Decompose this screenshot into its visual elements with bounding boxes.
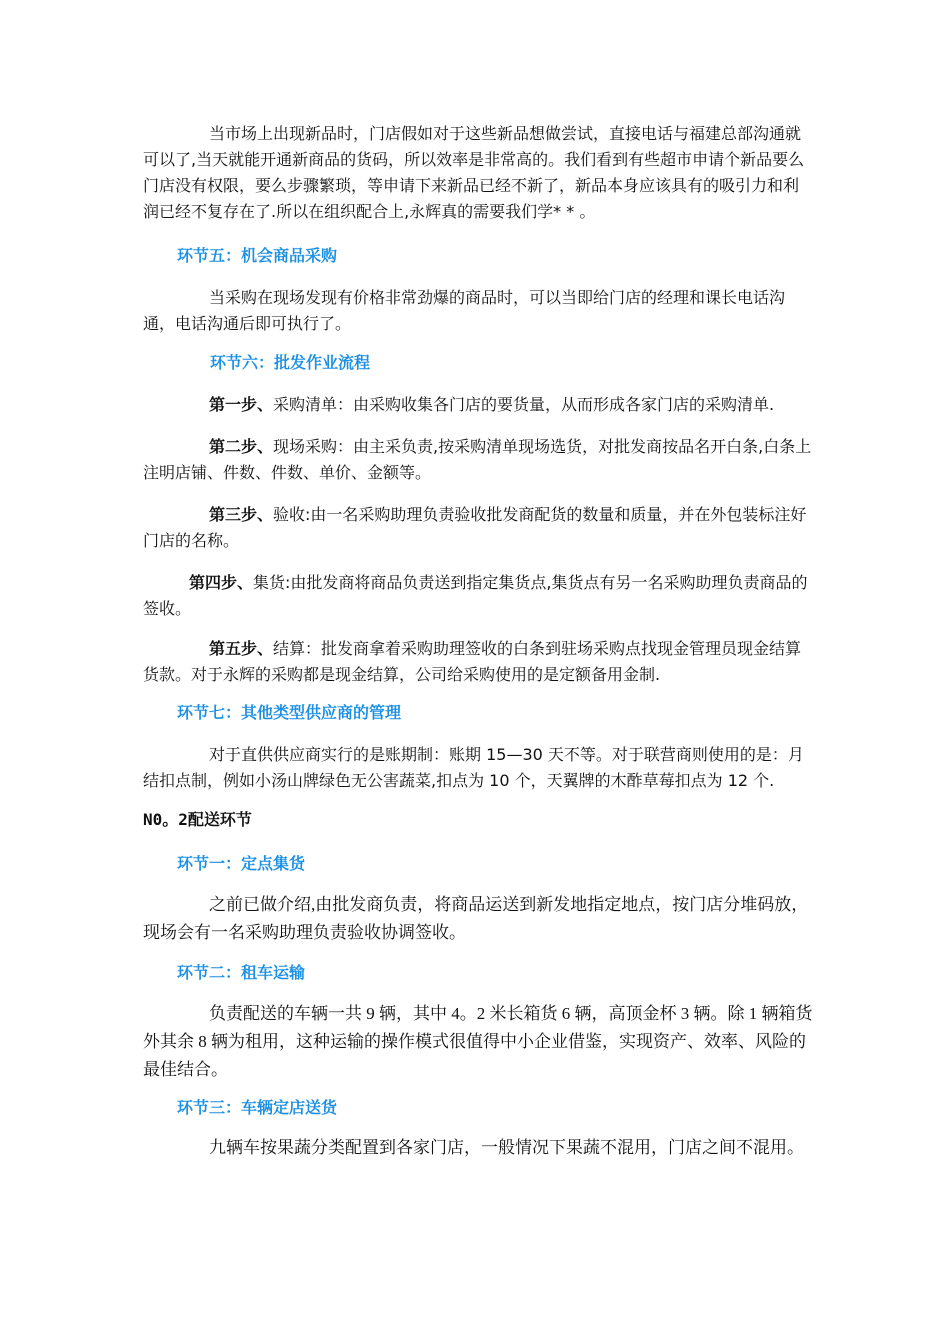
step-1-label: 第一步、 <box>209 395 274 414</box>
step-4-label: 第四步、 <box>189 573 254 592</box>
step-5-label: 第五步、 <box>209 639 274 658</box>
step-3-text: 验收:由一名采购助理负责验收批发商配货的数量和质量，并在外包装标注好门店的名称。 <box>143 505 807 550</box>
step-4-text: 集货:由批发商将商品负责送到指定集货点,集货点有另一名采购助理负责商品的签收。 <box>143 573 808 618</box>
heading-link-6: 环节六：批发作业流程 <box>210 353 371 372</box>
heading-delivery-link-1: 环节一：定点集货 <box>177 854 306 873</box>
paragraph-supplier-management: 对于直供供应商实行的是账期制：账期 15—30 天不等。对于联营商则使用的是：月结扣点制，例如小汤山牌绿色无公害蔬菜,扣点为 10 个，天翼牌的木酢草莓扣点为 12 个. <box>143 745 804 790</box>
step-2-text: 现场采购：由主采负责,按采购清单现场选货，对批发商按品名开白条,白条上注明店铺、件数、件数、单价、金额等。 <box>143 437 812 482</box>
paragraph-vehicle-store-delivery: 九辆车按果蔬分类配置到各家门店，一般情况下果蔬不混用，门店之间不混用。 <box>209 1138 804 1157</box>
paragraph-rental-transport: 负责配送的车辆一共 9 辆，其中 4。2 米长箱货 6 辆，高顶金杯 3 辆。除 1 辆箱货外其余 8 辆为租用，这种运输的操作模式很值得中小企业借鉴，实现资产、效率、风险的最佳结合。 <box>143 1004 813 1079</box>
paragraph-new-products: 当市场上出现新品时，门店假如对于这些新品想做尝试，直接电话与福建总部沟通就可以了,当天就能开通新商品的货码，所以效率是非常高的。我们看到有些超市申请个新品要么门店没有权限，要么步骤繁琐，等申请下来新品已经不新了，新品本身应该具有的吸引力和利润已经不复存在了.所以在组织配合上,永辉真的需要我们学* * 。 <box>143 124 805 221</box>
step-3 <box>143 502 813 554</box>
step-5-text: 结算：批发商拿着采购助理签收的白条到驻场采购点找现金管理员现金结算货款。对于永辉的采购都是现金结算，公司给采购使用的是定额备用金制. <box>143 639 802 684</box>
step-4 <box>143 570 813 622</box>
heading-link-5: 环节五：机会商品采购 <box>177 246 338 265</box>
step-5 <box>143 636 813 688</box>
step-1 <box>143 392 813 418</box>
heading-delivery-link-2: 环节二：租车运输 <box>177 963 306 982</box>
heading-delivery-link-3: 环节三：车辆定店送货 <box>177 1098 338 1117</box>
step-1-text: 采购清单：由采购收集各门店的要货量，从而形成各家门店的采购清单. <box>273 395 775 414</box>
paragraph-fixed-point-collection: 之前已做介绍,由批发商负责，将商品运送到新发地指定地点，按门店分堆码放，现场会有一名采购助理负责验收协调签收。 <box>143 895 809 942</box>
paragraph-opportunity-purchase: 当采购在现场发现有价格非常劲爆的商品时，可以当即给门店的经理和课长电话沟通，电话沟通后即可执行了。 <box>143 288 786 333</box>
step-2-label: 第二步、 <box>209 437 274 456</box>
step-3-label: 第三步、 <box>209 505 274 524</box>
heading-link-7: 环节七：其他类型供应商的管理 <box>177 703 402 722</box>
step-2 <box>143 434 813 486</box>
section-title-delivery: N0。2配送环节 <box>143 810 252 829</box>
